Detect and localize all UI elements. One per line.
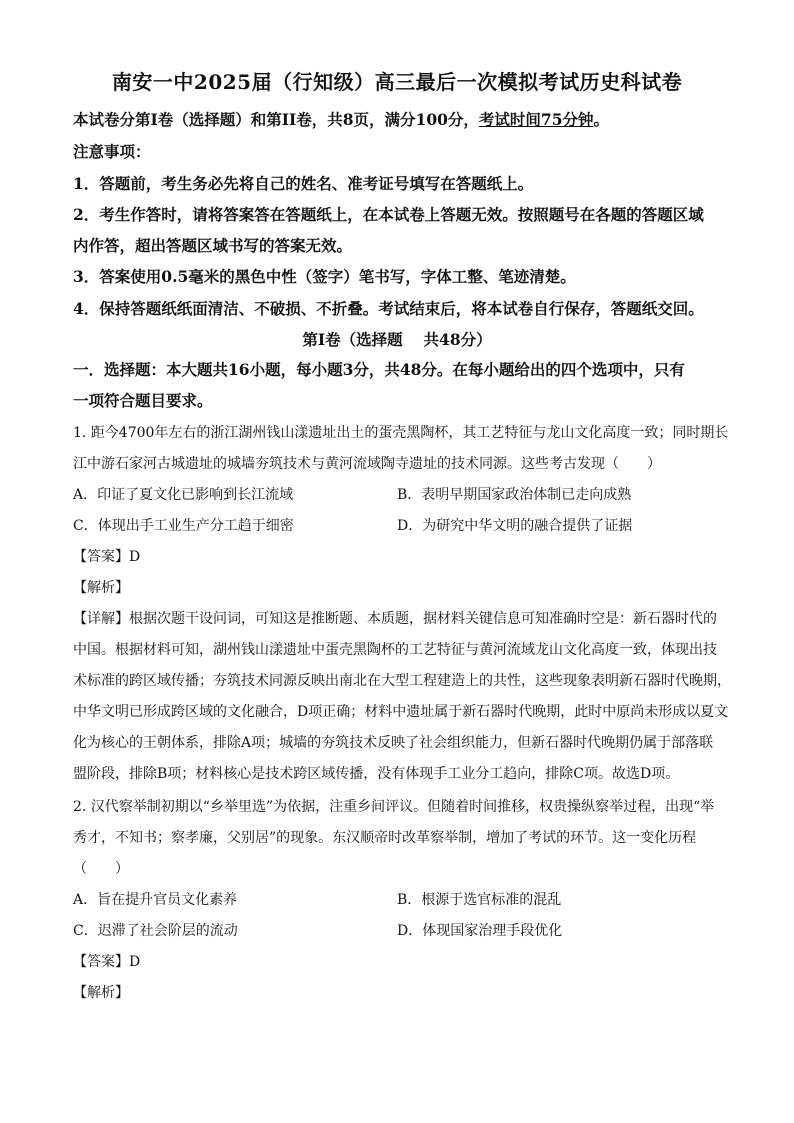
notice-heading: 注意事项： <box>73 142 151 161</box>
q2-analysis-label: 【解析】 <box>73 985 129 1001</box>
q1-analysis-label: 【解析】 <box>73 580 129 596</box>
section-instruction-line2: 一项符合题目要求。 <box>73 391 213 410</box>
q1-stem-line1: 1. 距今4700年左右的浙江湖州钱山漾遗址出土的蛋壳黑陶杯，其工艺特征与龙山文化高度一致；同时期长 <box>73 425 729 441</box>
q1-detail-line5: 化为核心的王朝体系，排除A项；城墙的夯筑技术反映了社会组织能力，但新石器时代晚期仍属于部落联 <box>73 735 714 751</box>
q1-stem-line2: 江中游石家河古城遗址的城墙夯筑技术与黄河流域陶寺遗址的技术同源。这些考古发现（ ） <box>73 456 661 472</box>
q1-detail-line1: 【详解】根据次题干设问词，可知这是推断题、本质题，据材料关键信息可知准确时空是：新石器时代的 <box>73 611 717 627</box>
q1-detail-line6: 盟阶段，排除B项；材料核心是技术跨区域传播，没有体现手工业分工趋向，排除C项。故选D项。 <box>73 766 680 782</box>
q1-option-c: C．体现出手工业生产分工趋于细密 <box>73 518 294 534</box>
q1-option-d: D．为研究中华文明的融合提供了证据 <box>397 518 633 534</box>
q2-stem-line2: 秀才，不知书；察孝廉，父别居”的现象。东汉顺帝时改革察举制，增加了考试的环节。这一变化历程 <box>73 830 697 846</box>
q2-option-c: C．迟滞了社会阶层的流动 <box>73 923 238 939</box>
notice-item-1: 1．答题前，考生务必先将自己的姓名、准考证号填写在答题纸上。 <box>73 174 534 193</box>
q2-option-b: B．根源于选官标准的混乱 <box>397 892 562 908</box>
exam-title: 南安一中2025届（行知级）高三最后一次模拟考试历史科试卷 <box>111 70 683 94</box>
section-title: 第Ⅰ卷（选择题 共48分） <box>302 330 492 349</box>
notice-item-4: 4．保持答题纸纸面清洁、不破损、不折叠。考试结束后，将本试卷自行保存，答题纸交回。 <box>73 299 704 318</box>
q2-stem-line3: （ ） <box>73 861 129 877</box>
q2-option-d: D．体现国家治理手段优化 <box>397 923 563 939</box>
q2-answer: 【答案】D <box>73 954 141 970</box>
section-instruction-line1: 一．选择题：本大题共16小题，每小题3分，共48分。在每小题给出的四个选项中，只有 <box>73 360 685 379</box>
intro-line <box>73 108 733 130</box>
notice-item-2-line2: 内作答，超出答题区域书写的答案无效。 <box>73 236 353 255</box>
intro-text: 本试卷分第Ⅰ卷（选择题）和第II卷，共8页，满分100分， <box>73 110 479 129</box>
intro-end: 。 <box>593 110 609 129</box>
q2-option-a: A．旨在提升官员文化素养 <box>73 892 238 908</box>
q1-detail-line4: 中华文明已形成跨区域的文化融合，D项正确；材料中遗址属于新石器时代晚期，此时中原尚未形成以夏文 <box>73 704 729 720</box>
q1-option-b: B．表明早期国家政治体制已走向成熟 <box>397 487 632 503</box>
q1-option-a: A．印证了夏文化已影响到长江流域 <box>73 487 294 503</box>
q1-detail-line3: 术标准的跨区域传播；夯筑技术同源反映出南北在大型工程建造上的共性，这些现象表明新石器时代晚期， <box>73 673 731 689</box>
q2-stem-line1: 2. 汉代察举制初期以“乡举里选”为依据，注重乡间评议。但随着时间推移，权贵操纵察举过程，出现“举 <box>73 799 715 815</box>
notice-item-3: 3．答案使用0.5毫米的黑色中性（签字）笔书写，字体工整、笔迹清楚。 <box>73 267 576 286</box>
q1-answer: 【答案】D <box>73 549 141 565</box>
q1-detail-line2: 中国。根据材料可知，湖州钱山漾遗址中蛋壳黑陶杯的工艺特征与黄河流域龙山文化高度一致，体现出技 <box>73 642 717 658</box>
exam-time: 考试时间75分钟 <box>478 110 594 129</box>
notice-item-2-line1: 2．考生作答时，请将答案答在答题纸上，在本试卷上答题无效。按照题号在各题的答题区域 <box>73 205 704 224</box>
